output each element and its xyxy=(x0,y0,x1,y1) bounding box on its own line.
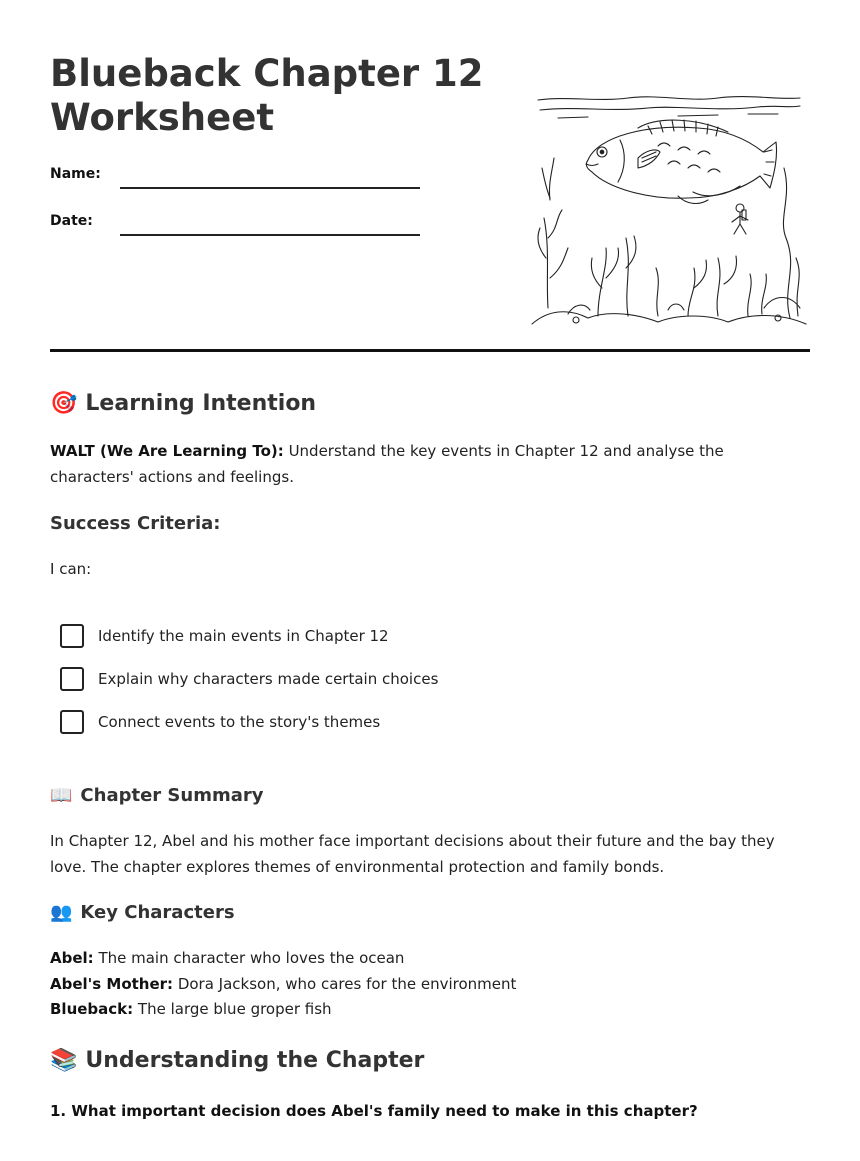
checkbox-icon[interactable] xyxy=(60,624,84,648)
success-criteria-heading: Success Criteria: xyxy=(50,513,221,534)
character-name: Blueback: xyxy=(50,1000,134,1018)
name-line[interactable] xyxy=(120,187,420,189)
character-item xyxy=(50,996,332,1022)
criteria-label: Identify the main events in Chapter 12 xyxy=(98,627,389,645)
date-label: Date: xyxy=(50,213,93,229)
page-title: Blueback Chapter 12 Worksheet xyxy=(50,52,484,139)
walt-label: WALT (We Are Learning To): xyxy=(50,442,284,460)
key-characters-title: Key Characters xyxy=(80,902,235,923)
books-icon: 📚 xyxy=(50,1048,78,1073)
book-icon: 📖 xyxy=(50,785,73,806)
character-desc: The large blue groper fish xyxy=(133,1000,332,1018)
chapter-summary-heading xyxy=(50,785,263,806)
checkbox-icon[interactable] xyxy=(60,710,84,734)
name-label: Name: xyxy=(50,166,101,182)
header-divider xyxy=(50,349,810,352)
understanding-title: Understanding the Chapter xyxy=(85,1048,425,1073)
name-field[interactable] xyxy=(50,160,420,190)
understanding-heading xyxy=(50,1048,424,1073)
character-item xyxy=(50,945,404,971)
criteria-item[interactable] xyxy=(60,666,438,692)
walt-text: Understand the key events in Chapter 12 and analyse the characters' actions and feelings. xyxy=(50,442,724,486)
fish-reef-illustration xyxy=(528,88,810,330)
target-icon: 🎯 xyxy=(50,391,78,416)
learning-intention-heading xyxy=(50,391,316,416)
key-characters-heading xyxy=(50,902,235,923)
chapter-summary-title: Chapter Summary xyxy=(80,785,264,806)
people-icon: 👥 xyxy=(50,902,73,923)
success-criteria-intro: I can: xyxy=(50,560,92,578)
question-1: 1. What important decision does Abel's family need to make in this chapter? xyxy=(50,1102,698,1120)
character-desc: The main character who loves the ocean xyxy=(93,949,405,967)
character-name: Abel: xyxy=(50,949,94,967)
character-name: Abel's Mother: xyxy=(50,975,174,993)
learning-intention-title: Learning Intention xyxy=(85,391,317,416)
character-desc: Dora Jackson, who cares for the environment xyxy=(173,975,517,993)
character-item xyxy=(50,971,516,997)
criteria-item[interactable] xyxy=(60,709,380,735)
worksheet-page xyxy=(50,0,810,1161)
criteria-label: Connect events to the story's themes xyxy=(98,713,381,731)
criteria-label: Explain why characters made certain choices xyxy=(98,670,439,688)
chapter-summary-text: In Chapter 12, Abel and his mother face important decisions about their future and the bay they love. The chapter explores themes of environmental protection and family bonds. xyxy=(50,832,775,876)
walt-paragraph xyxy=(50,438,810,490)
checkbox-icon[interactable] xyxy=(60,667,84,691)
criteria-item[interactable] xyxy=(60,623,389,649)
date-line[interactable] xyxy=(120,234,420,236)
date-field[interactable] xyxy=(50,207,420,237)
